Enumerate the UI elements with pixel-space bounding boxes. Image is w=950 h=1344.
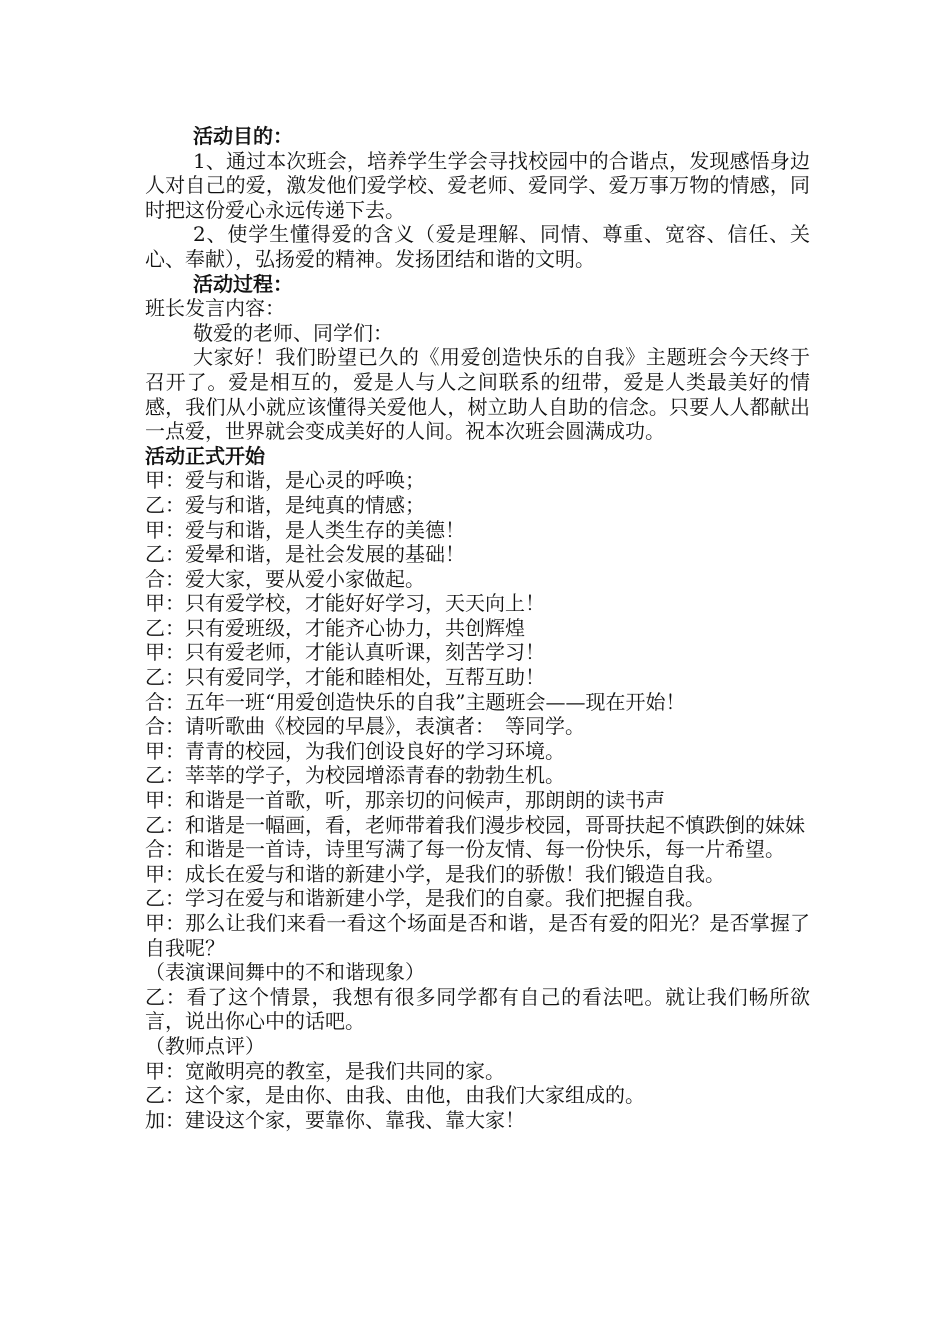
dialogue-line: 乙：和谐是一幅画，看，老师带着我们漫步校园，哥哥扶起不慎跌倒的妹妹 <box>145 812 805 837</box>
dialogue-line: 甲：青青的校园，为我们创设良好的学习环境。 <box>145 738 565 763</box>
dialogue-line: 乙：爱与和谐，是纯真的情感； <box>145 492 425 517</box>
dialogue-line: 加：建设这个家，要靠你、靠我、靠大家！ <box>145 1107 525 1132</box>
purpose-item-1: 1、通过本次班会，培养学生学会寻找校园中的合谐点，发现感悟身边人对自己的爱，激发他们爱学校、爱老师、爱同学、爱万事万物的情感，同时把这份爱心永远传递下去。 <box>145 148 810 222</box>
monitor-speech-label: 班长发言内容： <box>145 296 285 321</box>
purpose-heading: 活动目的： <box>193 124 293 148</box>
dialogue-line: 合：请听歌曲《校园的早晨》，表演者： 等同学。 <box>145 714 585 739</box>
document-body <box>145 124 810 1132</box>
dialogue-line: 甲：只有爱老师，才能认真听课，刻苦学习！ <box>145 640 545 665</box>
greeting-line: 敬爱的老师、同学们： <box>193 320 393 345</box>
dialogue-line: （教师点评） <box>145 1033 265 1058</box>
dialogue-line: 乙：学习在爱与和谐新建小学，是我们的自豪。我们把握自我。 <box>145 886 705 911</box>
dialogue-line: 乙：莘莘的学子，为校园增添青春的勃勃生机。 <box>145 763 565 788</box>
dialogue-line: 甲：和谐是一首歌，听，那亲切的问候声，那朗朗的读书声 <box>145 788 665 813</box>
start-heading: 活动正式开始 <box>145 443 265 468</box>
dialogue-line: 乙：只有爱同学，才能和睦相处，互帮互助！ <box>145 665 545 690</box>
purpose-item-2: 2、使学生懂得爱的含义（爱是理解、同情、尊重、宽容、信任、关心、奉献），弘扬爱的精神。发扬团结和谐的文明。 <box>145 222 810 271</box>
dialogue-line: 合：爱大家，要从爱小家做起。 <box>145 566 425 591</box>
dialogue-line: 乙：看了这个情景，我想有很多同学都有自己的看法吧。就让我们畅所欲言，说出你心中的话吧。 <box>145 984 810 1034</box>
dialogue-line: 乙：爱晕和谐，是社会发展的基础！ <box>145 542 465 567</box>
dialogue-line: 乙：只有爱班级，才能齐心协力，共创辉煌 <box>145 615 525 640</box>
dialogue-line: 甲：那么让我们来看一看这个场面是否和谐，是否有爱的阳光？是否掌握了自我呢？ <box>145 911 810 960</box>
process-heading: 活动过程： <box>193 271 293 296</box>
dialogue-line: （表演课间舞中的不和谐现象） <box>145 960 425 985</box>
dialogue-line: 甲：只有爱学校，才能好好学习，天天向上！ <box>145 591 545 616</box>
dialogue-line: 甲：宽敞明亮的教室，是我们共同的家。 <box>145 1058 505 1083</box>
dialogue-line: 合：五年一班“用爱创造快乐的自我”主题班会——现在开始！ <box>145 689 686 714</box>
dialogue-line: 甲：爱与和谐，是心灵的呼唤； <box>145 468 425 493</box>
dialogue-line: 甲：成长在爱与和谐的新建小学，是我们的骄傲！我们锻造自我。 <box>145 861 725 886</box>
monitor-speech: 大家好！我们盼望已久的《用爱创造快乐的自我》主题班会今天终于召开了。爱是相互的，爱是人与人之间联系的纽带，爱是人类最美好的情感，我们从小就应该懂得关爱他人，树立助人自助的信念。只要人人都献出一点爱，世界就会变成美好的人间。祝本次班会圆满成功。 <box>145 345 810 444</box>
dialogue-line: 乙：这个家，是由你、由我、由他，由我们大家组成的。 <box>145 1083 645 1108</box>
dialogue-line: 合：和谐是一首诗，诗里写满了每一份友情、每一份快乐，每一片希望。 <box>145 837 785 862</box>
dialogue-line: 甲：爱与和谐，是人类生存的美德！ <box>145 517 465 542</box>
